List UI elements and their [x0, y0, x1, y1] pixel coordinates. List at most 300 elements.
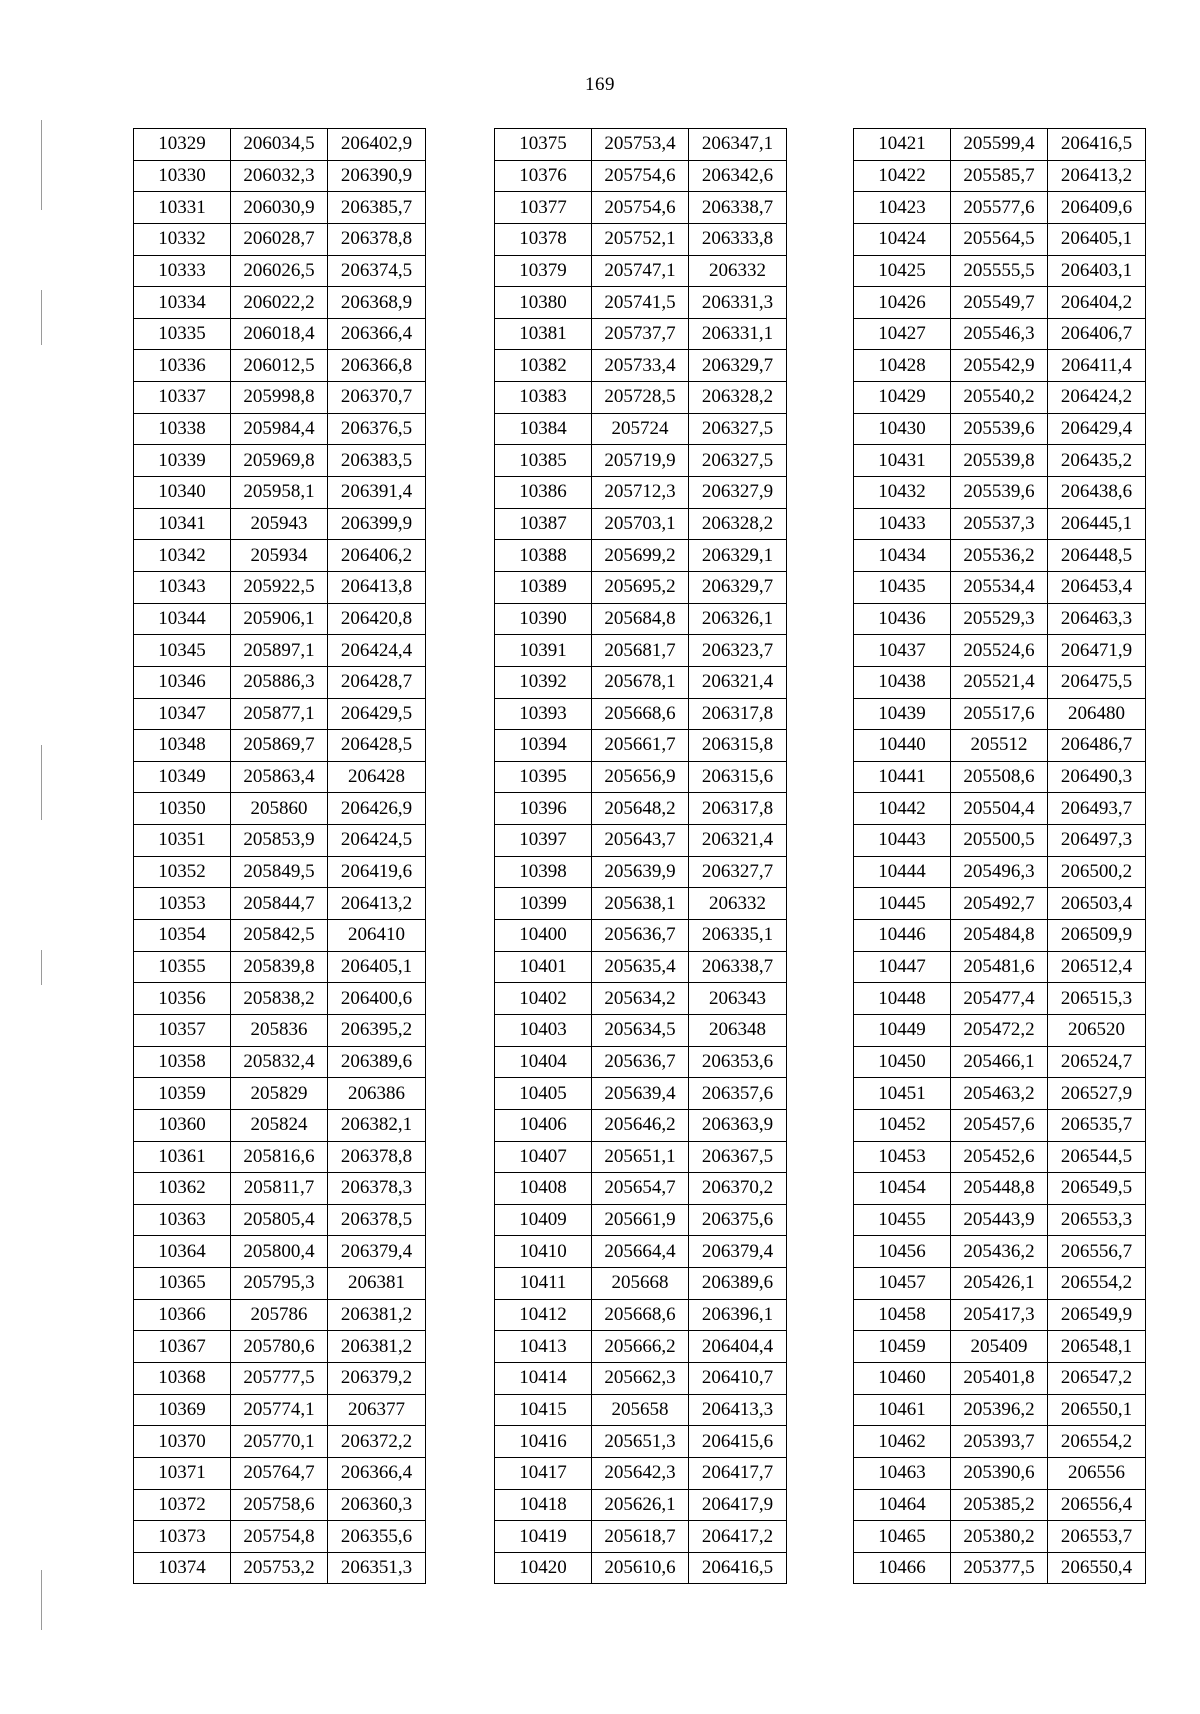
- y-coordinate-cell: 206367,5: [689, 1141, 787, 1173]
- y-coordinate-cell: 206463,3: [1048, 603, 1146, 635]
- y-coordinate-cell: 206413,8: [328, 571, 426, 603]
- y-coordinate-cell: 206548,1: [1048, 1331, 1146, 1363]
- page-number: 169: [585, 74, 615, 95]
- point-number-cell: 10351: [134, 825, 231, 857]
- table-row: [495, 192, 787, 224]
- point-number-cell: 10460: [854, 1362, 951, 1394]
- y-coordinate-cell: 206406,7: [1048, 318, 1146, 350]
- point-number-cell: 10389: [495, 571, 592, 603]
- x-coordinate-cell: 205844,7: [231, 888, 328, 920]
- y-coordinate-cell: 206363,9: [689, 1109, 787, 1141]
- y-coordinate-cell: 206396,1: [689, 1299, 787, 1331]
- point-number-cell: 10413: [495, 1331, 592, 1363]
- table-row: [134, 350, 426, 382]
- x-coordinate-cell: 205668,6: [592, 698, 689, 730]
- point-number-cell: 10339: [134, 445, 231, 477]
- table-row: [854, 477, 1146, 509]
- point-number-cell: 10464: [854, 1489, 951, 1521]
- table-row: [854, 571, 1146, 603]
- table-row: [495, 1552, 787, 1584]
- point-number-cell: 10461: [854, 1394, 951, 1426]
- point-number-cell: 10330: [134, 160, 231, 192]
- x-coordinate-cell: 205795,3: [231, 1268, 328, 1300]
- table-row: [854, 666, 1146, 698]
- table-row: [854, 1457, 1146, 1489]
- x-coordinate-cell: 205626,1: [592, 1489, 689, 1521]
- point-number-cell: 10458: [854, 1299, 951, 1331]
- table-row: [854, 1078, 1146, 1110]
- y-coordinate-cell: 206327,5: [689, 413, 787, 445]
- table-row: [134, 1457, 426, 1489]
- y-coordinate-cell: 206351,3: [328, 1552, 426, 1584]
- x-coordinate-cell: 205838,2: [231, 983, 328, 1015]
- point-number-cell: 10377: [495, 192, 592, 224]
- point-number-cell: 10436: [854, 603, 951, 635]
- table-row: [854, 1204, 1146, 1236]
- table-row: [854, 856, 1146, 888]
- table-row: [854, 920, 1146, 952]
- y-coordinate-cell: 206375,6: [689, 1204, 787, 1236]
- x-coordinate-cell: 205426,1: [951, 1268, 1048, 1300]
- y-coordinate-cell: 206445,1: [1048, 508, 1146, 540]
- table-row: [854, 1046, 1146, 1078]
- table-row: [495, 888, 787, 920]
- x-coordinate-cell: 205642,3: [592, 1457, 689, 1489]
- point-number-cell: 10410: [495, 1236, 592, 1268]
- x-coordinate-cell: 205733,4: [592, 350, 689, 382]
- point-number-cell: 10433: [854, 508, 951, 540]
- table-row: [854, 129, 1146, 161]
- y-coordinate-cell: 206409,6: [1048, 192, 1146, 224]
- y-coordinate-cell: 206385,7: [328, 192, 426, 224]
- point-number-cell: 10373: [134, 1521, 231, 1553]
- point-number-cell: 10337: [134, 382, 231, 414]
- x-coordinate-cell: 205542,9: [951, 350, 1048, 382]
- table-row: [495, 1362, 787, 1394]
- table-row: [854, 318, 1146, 350]
- point-number-cell: 10429: [854, 382, 951, 414]
- y-coordinate-cell: 206554,2: [1048, 1268, 1146, 1300]
- table-row: [854, 1426, 1146, 1458]
- x-coordinate-cell: 205678,1: [592, 666, 689, 698]
- table-row: [134, 951, 426, 983]
- point-number-cell: 10439: [854, 698, 951, 730]
- x-coordinate-cell: 206030,9: [231, 192, 328, 224]
- y-coordinate-cell: 206420,8: [328, 603, 426, 635]
- table-row: [495, 793, 787, 825]
- y-coordinate-cell: 206413,2: [1048, 160, 1146, 192]
- table-row: [495, 1394, 787, 1426]
- x-coordinate-cell: 205906,1: [231, 603, 328, 635]
- y-coordinate-cell: 206331,3: [689, 287, 787, 319]
- x-coordinate-cell: 205998,8: [231, 382, 328, 414]
- point-number-cell: 10398: [495, 856, 592, 888]
- y-coordinate-cell: 206348: [689, 1014, 787, 1046]
- y-coordinate-cell: 206317,8: [689, 793, 787, 825]
- x-coordinate-cell: 205636,7: [592, 1046, 689, 1078]
- point-number-cell: 10384: [495, 413, 592, 445]
- table-row: [495, 508, 787, 540]
- table-row: [495, 1268, 787, 1300]
- point-number-cell: 10388: [495, 540, 592, 572]
- point-number-cell: 10444: [854, 856, 951, 888]
- point-number-cell: 10435: [854, 571, 951, 603]
- x-coordinate-cell: 205635,4: [592, 951, 689, 983]
- x-coordinate-cell: 205666,2: [592, 1331, 689, 1363]
- point-number-cell: 10386: [495, 477, 592, 509]
- y-coordinate-cell: 206331,1: [689, 318, 787, 350]
- table-row: [854, 1394, 1146, 1426]
- table-row: [134, 730, 426, 762]
- point-number-cell: 10408: [495, 1173, 592, 1205]
- y-coordinate-cell: 206404,2: [1048, 287, 1146, 319]
- y-coordinate-cell: 206366,4: [328, 1457, 426, 1489]
- table-row: [134, 635, 426, 667]
- x-coordinate-cell: 205448,8: [951, 1173, 1048, 1205]
- table-row: [134, 1521, 426, 1553]
- x-coordinate-cell: 205842,5: [231, 920, 328, 952]
- table-row: [134, 318, 426, 350]
- y-coordinate-cell: 206347,1: [689, 129, 787, 161]
- x-coordinate-cell: 205417,3: [951, 1299, 1048, 1331]
- x-coordinate-cell: 205639,9: [592, 856, 689, 888]
- y-coordinate-cell: 206404,4: [689, 1331, 787, 1363]
- y-coordinate-cell: 206550,4: [1048, 1552, 1146, 1584]
- y-coordinate-cell: 206512,4: [1048, 951, 1146, 983]
- point-number-cell: 10405: [495, 1078, 592, 1110]
- table-row: [495, 382, 787, 414]
- y-coordinate-cell: 206550,1: [1048, 1394, 1146, 1426]
- point-number-cell: 10409: [495, 1204, 592, 1236]
- x-coordinate-cell: 205477,4: [951, 983, 1048, 1015]
- x-coordinate-cell: 205409: [951, 1331, 1048, 1363]
- y-coordinate-cell: 206389,6: [689, 1268, 787, 1300]
- x-coordinate-cell: 205747,1: [592, 255, 689, 287]
- point-number-cell: 10424: [854, 223, 951, 255]
- y-coordinate-cell: 206402,9: [328, 129, 426, 161]
- y-coordinate-cell: 206486,7: [1048, 730, 1146, 762]
- y-coordinate-cell: 206429,4: [1048, 413, 1146, 445]
- x-coordinate-cell: 205564,5: [951, 223, 1048, 255]
- x-coordinate-cell: 205634,5: [592, 1014, 689, 1046]
- table-row: [495, 1014, 787, 1046]
- point-number-cell: 10415: [495, 1394, 592, 1426]
- point-number-cell: 10387: [495, 508, 592, 540]
- table-row: [134, 477, 426, 509]
- y-coordinate-cell: 206424,5: [328, 825, 426, 857]
- x-coordinate-cell: 205639,4: [592, 1078, 689, 1110]
- y-coordinate-cell: 206355,6: [328, 1521, 426, 1553]
- y-coordinate-cell: 206549,5: [1048, 1173, 1146, 1205]
- x-coordinate-cell: 205934: [231, 540, 328, 572]
- point-number-cell: 10453: [854, 1141, 951, 1173]
- table-row: [495, 1426, 787, 1458]
- point-number-cell: 10342: [134, 540, 231, 572]
- y-coordinate-cell: 206448,5: [1048, 540, 1146, 572]
- x-coordinate-cell: 205539,6: [951, 477, 1048, 509]
- point-number-cell: 10371: [134, 1457, 231, 1489]
- table-row: [134, 571, 426, 603]
- y-coordinate-cell: 206333,8: [689, 223, 787, 255]
- point-number-cell: 10379: [495, 255, 592, 287]
- y-coordinate-cell: 206424,4: [328, 635, 426, 667]
- y-coordinate-cell: 206366,4: [328, 318, 426, 350]
- y-coordinate-cell: 206400,6: [328, 983, 426, 1015]
- table-row: [134, 1362, 426, 1394]
- table-row: [134, 1236, 426, 1268]
- scan-margin-mark: [41, 290, 42, 345]
- x-coordinate-cell: 205816,6: [231, 1141, 328, 1173]
- x-coordinate-cell: 205860: [231, 793, 328, 825]
- x-coordinate-cell: 205643,7: [592, 825, 689, 857]
- point-number-cell: 10463: [854, 1457, 951, 1489]
- table-row: [495, 287, 787, 319]
- table-row: [134, 223, 426, 255]
- point-number-cell: 10418: [495, 1489, 592, 1521]
- x-coordinate-cell: 205618,7: [592, 1521, 689, 1553]
- point-number-cell: 10438: [854, 666, 951, 698]
- point-number-cell: 10390: [495, 603, 592, 635]
- y-coordinate-cell: 206327,5: [689, 445, 787, 477]
- table-row: [495, 571, 787, 603]
- y-coordinate-cell: 206500,2: [1048, 856, 1146, 888]
- y-coordinate-cell: 206410: [328, 920, 426, 952]
- y-coordinate-cell: 206315,8: [689, 730, 787, 762]
- point-number-cell: 10402: [495, 983, 592, 1015]
- table-row: [495, 160, 787, 192]
- point-number-cell: 10352: [134, 856, 231, 888]
- y-coordinate-cell: 206399,9: [328, 508, 426, 540]
- table-row: [854, 1521, 1146, 1553]
- x-coordinate-cell: 205724: [592, 413, 689, 445]
- y-coordinate-cell: 206535,7: [1048, 1109, 1146, 1141]
- y-coordinate-cell: 206556: [1048, 1457, 1146, 1489]
- table-row: [854, 1268, 1146, 1300]
- table-row: [495, 1109, 787, 1141]
- point-number-cell: 10447: [854, 951, 951, 983]
- y-coordinate-cell: 206435,2: [1048, 445, 1146, 477]
- table-row: [134, 445, 426, 477]
- point-number-cell: 10423: [854, 192, 951, 224]
- point-number-cell: 10426: [854, 287, 951, 319]
- y-coordinate-cell: 206386: [328, 1078, 426, 1110]
- x-coordinate-cell: 205654,7: [592, 1173, 689, 1205]
- x-coordinate-cell: 205521,4: [951, 666, 1048, 698]
- y-coordinate-cell: 206410,7: [689, 1362, 787, 1394]
- x-coordinate-cell: 205537,3: [951, 508, 1048, 540]
- y-coordinate-cell: 206453,4: [1048, 571, 1146, 603]
- table-row: [854, 1299, 1146, 1331]
- point-number-cell: 10417: [495, 1457, 592, 1489]
- y-coordinate-cell: 206315,6: [689, 761, 787, 793]
- point-number-cell: 10412: [495, 1299, 592, 1331]
- point-number-cell: 10403: [495, 1014, 592, 1046]
- y-coordinate-cell: 206554,2: [1048, 1426, 1146, 1458]
- point-number-cell: 10462: [854, 1426, 951, 1458]
- table-row: [134, 508, 426, 540]
- x-coordinate-cell: 205466,1: [951, 1046, 1048, 1078]
- table-row: [854, 951, 1146, 983]
- table-row: [495, 1141, 787, 1173]
- point-number-cell: 10421: [854, 129, 951, 161]
- point-number-cell: 10350: [134, 793, 231, 825]
- y-coordinate-cell: 206378,3: [328, 1173, 426, 1205]
- x-coordinate-cell: 205529,3: [951, 603, 1048, 635]
- table-row: [854, 1141, 1146, 1173]
- y-coordinate-cell: 206395,2: [328, 1014, 426, 1046]
- table-row: [495, 1204, 787, 1236]
- point-number-cell: 10357: [134, 1014, 231, 1046]
- x-coordinate-cell: 205753,4: [592, 129, 689, 161]
- x-coordinate-cell: 205786: [231, 1299, 328, 1331]
- table-row: [854, 445, 1146, 477]
- point-number-cell: 10340: [134, 477, 231, 509]
- y-coordinate-cell: 206390,9: [328, 160, 426, 192]
- x-coordinate-cell: 205436,2: [951, 1236, 1048, 1268]
- x-coordinate-cell: 205668: [592, 1268, 689, 1300]
- y-coordinate-cell: 206416,5: [689, 1552, 787, 1584]
- table-row: [134, 540, 426, 572]
- table-row: [854, 1014, 1146, 1046]
- point-number-cell: 10449: [854, 1014, 951, 1046]
- x-coordinate-cell: 205664,4: [592, 1236, 689, 1268]
- y-coordinate-cell: 206328,2: [689, 382, 787, 414]
- table-row: [134, 129, 426, 161]
- y-coordinate-cell: 206497,3: [1048, 825, 1146, 857]
- x-coordinate-cell: 205452,6: [951, 1141, 1048, 1173]
- x-coordinate-cell: 205577,6: [951, 192, 1048, 224]
- point-number-cell: 10355: [134, 951, 231, 983]
- table-row: [495, 730, 787, 762]
- x-coordinate-cell: 205646,2: [592, 1109, 689, 1141]
- point-number-cell: 10428: [854, 350, 951, 382]
- table-row: [495, 223, 787, 255]
- table-row: [495, 1299, 787, 1331]
- x-coordinate-cell: 205832,4: [231, 1046, 328, 1078]
- point-number-cell: 10331: [134, 192, 231, 224]
- y-coordinate-cell: 206321,4: [689, 666, 787, 698]
- coordinates-table-3: [853, 128, 1146, 1584]
- table-row: [495, 825, 787, 857]
- table-row: [134, 920, 426, 952]
- coordinates-table-2: [494, 128, 787, 1584]
- table-row: [854, 255, 1146, 287]
- table-row: [495, 920, 787, 952]
- x-coordinate-cell: 205770,1: [231, 1426, 328, 1458]
- y-coordinate-cell: 206480: [1048, 698, 1146, 730]
- x-coordinate-cell: 205886,3: [231, 666, 328, 698]
- x-coordinate-cell: 205681,7: [592, 635, 689, 667]
- table-row: [134, 1204, 426, 1236]
- point-number-cell: 10370: [134, 1426, 231, 1458]
- table-row: [134, 1426, 426, 1458]
- x-coordinate-cell: 205662,3: [592, 1362, 689, 1394]
- table-row: [134, 888, 426, 920]
- point-number-cell: 10365: [134, 1268, 231, 1300]
- y-coordinate-cell: 206335,1: [689, 920, 787, 952]
- x-coordinate-cell: 205484,8: [951, 920, 1048, 952]
- point-number-cell: 10380: [495, 287, 592, 319]
- point-number-cell: 10364: [134, 1236, 231, 1268]
- y-coordinate-cell: 206429,5: [328, 698, 426, 730]
- x-coordinate-cell: 205984,4: [231, 413, 328, 445]
- y-coordinate-cell: 206332: [689, 255, 787, 287]
- table-row: [134, 255, 426, 287]
- table-row: [495, 540, 787, 572]
- point-number-cell: 10348: [134, 730, 231, 762]
- y-coordinate-cell: 206413,3: [689, 1394, 787, 1426]
- x-coordinate-cell: 205481,6: [951, 951, 1048, 983]
- table-row: [854, 1109, 1146, 1141]
- point-number-cell: 10437: [854, 635, 951, 667]
- x-coordinate-cell: 205897,1: [231, 635, 328, 667]
- point-number-cell: 10335: [134, 318, 231, 350]
- table-row: [495, 350, 787, 382]
- point-number-cell: 10336: [134, 350, 231, 382]
- y-coordinate-cell: 206332: [689, 888, 787, 920]
- point-number-cell: 10369: [134, 1394, 231, 1426]
- x-coordinate-cell: 205599,4: [951, 129, 1048, 161]
- point-number-cell: 10400: [495, 920, 592, 952]
- y-coordinate-cell: 206426,9: [328, 793, 426, 825]
- x-coordinate-cell: 205500,5: [951, 825, 1048, 857]
- y-coordinate-cell: 206417,9: [689, 1489, 787, 1521]
- x-coordinate-cell: 206018,4: [231, 318, 328, 350]
- point-number-cell: 10454: [854, 1173, 951, 1205]
- table-row: [495, 983, 787, 1015]
- x-coordinate-cell: 205508,6: [951, 761, 1048, 793]
- table-row: [854, 1552, 1146, 1584]
- table-row: [134, 1141, 426, 1173]
- table-row: [134, 382, 426, 414]
- point-number-cell: 10366: [134, 1299, 231, 1331]
- y-coordinate-cell: 206520: [1048, 1014, 1146, 1046]
- x-coordinate-cell: 205684,8: [592, 603, 689, 635]
- y-coordinate-cell: 206419,6: [328, 856, 426, 888]
- point-number-cell: 10446: [854, 920, 951, 952]
- y-coordinate-cell: 206411,4: [1048, 350, 1146, 382]
- point-number-cell: 10376: [495, 160, 592, 192]
- point-number-cell: 10399: [495, 888, 592, 920]
- point-number-cell: 10344: [134, 603, 231, 635]
- table-row: [134, 413, 426, 445]
- y-coordinate-cell: 206556,7: [1048, 1236, 1146, 1268]
- x-coordinate-cell: 205758,6: [231, 1489, 328, 1521]
- y-coordinate-cell: 206417,7: [689, 1457, 787, 1489]
- point-number-cell: 10374: [134, 1552, 231, 1584]
- y-coordinate-cell: 206360,3: [328, 1489, 426, 1521]
- point-number-cell: 10392: [495, 666, 592, 698]
- x-coordinate-cell: 205774,1: [231, 1394, 328, 1426]
- x-coordinate-cell: 205753,2: [231, 1552, 328, 1584]
- point-number-cell: 10385: [495, 445, 592, 477]
- x-coordinate-cell: 205651,3: [592, 1426, 689, 1458]
- y-coordinate-cell: 206415,6: [689, 1426, 787, 1458]
- x-coordinate-cell: 205539,8: [951, 445, 1048, 477]
- point-number-cell: 10414: [495, 1362, 592, 1394]
- point-number-cell: 10363: [134, 1204, 231, 1236]
- y-coordinate-cell: 206490,3: [1048, 761, 1146, 793]
- table-row: [495, 1521, 787, 1553]
- y-coordinate-cell: 206556,4: [1048, 1489, 1146, 1521]
- point-number-cell: 10404: [495, 1046, 592, 1078]
- point-number-cell: 10397: [495, 825, 592, 857]
- point-number-cell: 10333: [134, 255, 231, 287]
- y-coordinate-cell: 206549,9: [1048, 1299, 1146, 1331]
- table-row: [134, 1046, 426, 1078]
- point-number-cell: 10347: [134, 698, 231, 730]
- x-coordinate-cell: 205849,5: [231, 856, 328, 888]
